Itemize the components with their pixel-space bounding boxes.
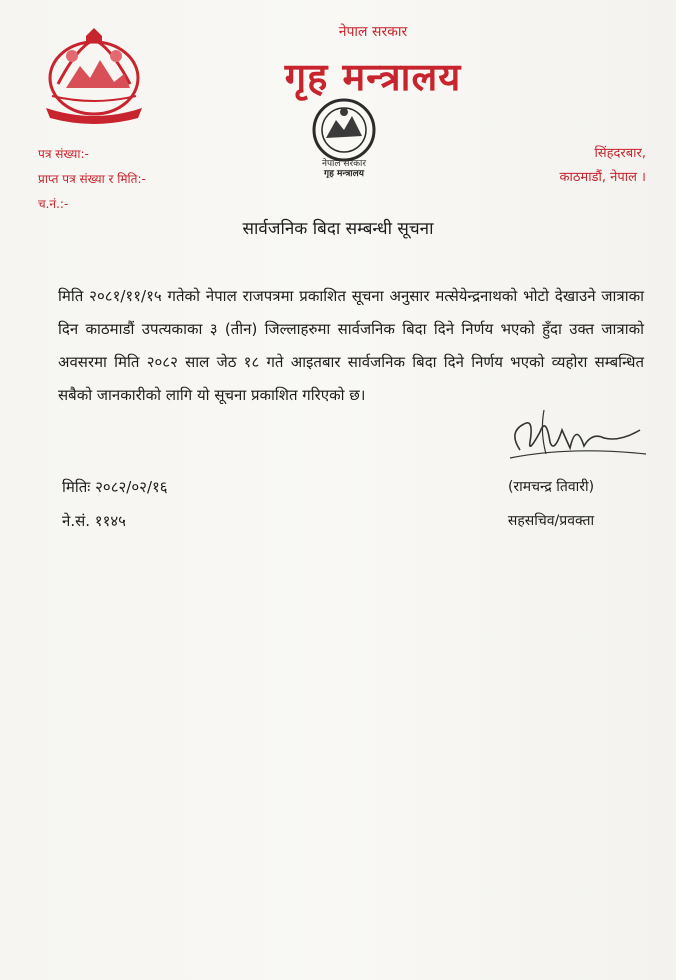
nepal-sambat-year: ने.सं. ११४५: [62, 512, 126, 530]
seal-text-bottom: गृह मन्त्रालय: [324, 169, 364, 178]
ministry-name: गृह मन्त्रालय: [284, 55, 462, 99]
signatory-title: सहसचिव/प्रवक्ता: [507, 513, 595, 529]
office-place: सिंहदरबार,: [594, 146, 646, 161]
issue-date: मितिः २०८२/०२/१६: [62, 478, 168, 496]
notice-title: सार्वजनिक बिदा सम्बन्धी सूचना: [242, 219, 434, 239]
ministry-seal-icon: [302, 94, 386, 178]
office-city: काठमाडौं, नेपाल ।: [559, 170, 646, 185]
signatory-block: [476, 470, 626, 538]
signatory-name: (रामचन्द्र तिवारी): [507, 479, 595, 495]
letter-number: पत्र संख्या:-: [38, 147, 89, 161]
left-meta-block: [38, 142, 146, 217]
received-letter-number: प्राप्त पत्र संख्या र मिति:-: [38, 172, 146, 186]
dispatch-number: च.नं.:-: [38, 197, 69, 211]
seal-text-top: नेपाल सरकार: [321, 159, 367, 169]
signature-icon: [500, 402, 650, 466]
government-name: नेपाल सरकार: [338, 24, 408, 40]
notice-body: मिति २०८१/११/१५ गतेको नेपाल राजपत्रमा प्रकाशित सूचना अनुसार मत्सेयेन्द्रनाथको भोटो देखाउने जात्राका दिन काठमाडौं उपत्यकाका ३ (तीन) जिल्लाहरुमा सार्वजनिक बिदा दिने निर्णय भएको हुँदा उक्त जात्राको अवसरमा मिति २०८२ साल जेठ १८ गते आइतबार सार्वजनिक बिदा दिने निर्णय भएको व्यहोरा सम्बन्धित सबैको जानकारीको लागि यो सूचना प्रकाशित गरिएको छ।: [58, 287, 644, 404]
right-meta-block: [560, 142, 646, 190]
date-block: [62, 470, 168, 538]
